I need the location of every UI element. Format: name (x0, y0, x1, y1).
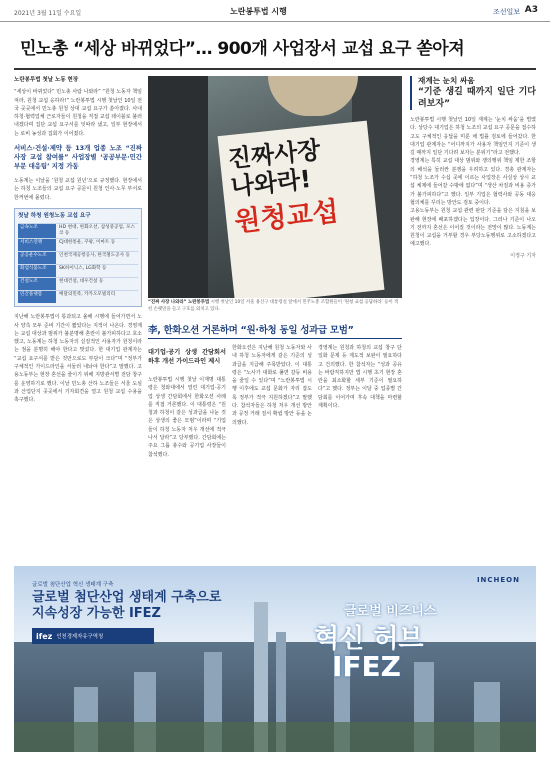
center-body-1: 노란봉투법 시행 첫날 이재명 대통령은 청와대에서 열린 대기업·공기업 상생 간담회에서 한화오션 사례를 직접 거론했다. 이 대통령은 “원청과 하청이 같은 성과급을 나눈 것은 상생의 좋은 모범”이라며 “기업들이 하청 노동자 처우 개선에 적극 나서 달라”고 당부했다. 간담회에는 주요 그룹 총수와 공기업 사장들이 참석했다. (148, 377, 226, 458)
left-column (14, 76, 142, 562)
caption-lead: “진짜 사장 나와라” 노란봉투법 (148, 300, 210, 305)
ad-tagline: 글로벌 첨단산업 혁신 생태계 구축 (32, 582, 114, 588)
protester-hat (268, 76, 358, 116)
photo-caption (148, 300, 402, 313)
byline: 이정구 기자 (510, 252, 536, 259)
ad-headline-1: 글로벌 첨단산업 생태계 구축으로 (32, 590, 222, 605)
row-value: CJ대한통운, 쿠팡, 이마트 등 (59, 240, 116, 246)
protest-photo (148, 76, 402, 298)
row-key: 민간플랫폼 (18, 291, 56, 303)
masthead (0, 0, 550, 22)
row-value: 인천국제공항공사, 한국철도공사 등 (59, 253, 130, 259)
row-key: 금속노조 (18, 224, 56, 238)
ifez-logo-icon: ifez (36, 631, 53, 641)
table-row (18, 290, 138, 303)
ad-agency: 인천경제자유구역청 (56, 634, 104, 640)
right-body-1: 노란봉투법 시행 첫날인 10일 재계는 ‘눈치 싸움’을 벌였다. 상당수 대기업은 하청 노조의 교섭 요구 공문을 접수하고도 구체적인 응답을 미룬 채 법률 검토에 들어갔다. 한 대기업 관계자는 “어디까지가 사용자 책임인지 기준이 생길 때까지 일단 기다려 보자는 분위기”라고 전했다. (410, 117, 536, 157)
paper-name: 조선일보 (492, 8, 520, 16)
right-body-2: 경영계는 특히 교섭 대상 범위와 쟁의행위 책임 제한 조항의 해석을 둘러싼 분쟁을 우려하고 있다. 경총 관계자는 “하청 노조가 수십 곳에 이르는 사업장은 사실상 상시 교섭 체제에 들어갈 수밖에 없다”며 “생산 차질과 비용 증가가 불가피하다”고 했다. 일부 기업은 협력사와 공동 대응 협의체를 꾸리는 방안도 검토 중이다. (410, 158, 536, 206)
right-kicker-quote: “기준 생길 때까지 일단 기다려보자” (418, 87, 536, 109)
protest-sign (218, 121, 385, 298)
main-headline: 민노총 “세상 바뀌었다”… 900개 사업장서 교섭 요구 쏟아져 (20, 39, 465, 59)
table-row (18, 238, 138, 251)
center-subhead: 李, 한화오션 거론하며 “원·하청 동일 성과급 모범” (148, 325, 354, 336)
ad-logo (32, 628, 154, 644)
ifez-advertisement[interactable] (14, 566, 536, 752)
row-value: 배달의민족, 카카오모빌리티 (59, 292, 116, 298)
sign-line-1: 진짜사장 (226, 135, 322, 174)
left-body-3: 지난해 노란봉투법이 통과되고 올해 시행에 들어가면서 노사 양측 모두 준비 기간이 짧았다는 지적이 나온다. 경영계는 교섭 대상과 범위가 불분명해 혼란이 불가피하다고 호소했고, 노동계는 하청 노동자의 실질적인 사용자가 원청이라는 점을 분명히 해야 한다고 맞섰다. 한 대기업 관계자는 “교섭 요구서를 받은 것만으로도 부담이 크다”며 “정부가 구체적인 가이드라인을 서둘러 내놔야 한다”고 말했다. 고용노동부는 현장 혼선을 줄이기 위해 지방관서별 전담 창구를 운영하기로 했다. 이날 민노총 산하 노조들은 서울 도심과 산업단지 곳곳에서 기자회견을 열고 원청 교섭 수용을 촉구했다. (14, 314, 142, 404)
right-kicker: 재계는 눈치 싸움 (418, 76, 475, 85)
center-rule (148, 338, 402, 339)
center-deck: 대기업·공기 상생 간담회서 하후 개선 가이드라인 제시 (148, 349, 226, 365)
headline-rule (14, 68, 536, 70)
row-value: SK하이닉스, LG화학 등 (59, 266, 107, 272)
sign-line-2: 나와라! (229, 164, 313, 202)
table-row (18, 223, 138, 238)
center-column-3 (318, 344, 402, 562)
left-body-2: 노동계는 이날을 ‘원청 교섭 원년’으로 규정했다. 현장에서는 하청 노조들의 교섭 요구 공문이 원청 인사·노무 부서로 한꺼번에 몰렸다. (14, 178, 142, 201)
ad-right-line-3: IFEZ (332, 650, 401, 683)
table-row (18, 264, 138, 277)
table-title: 첫날 하청 원청노동 교섭 요구 (18, 212, 91, 219)
left-lead: 서비스·건설·제약 등 13개 업종 노조 “진짜 사장 교섭 참여를” 사업장별 ‘공공부문·민간부문 대응팀’ 지정 가동 (14, 144, 142, 171)
right-column (410, 76, 536, 562)
left-body-1: “세상이 바뀌었다” 민노총 사람 나와라” “원청 노동자 책임져라, 원청 교섭 응하라!” 노란봉투법 시행 첫날인 10일 전국 곳곳에서 민노총 원청 상대 교섭 요구가 쏟아졌다. 사내하청·협력업체 근로자들이 원청을 직접 교섭 테이블로 불러내겠다며 집단 교섭 요구서를 잇따라 냈고, 일부 현장에서는 로비 농성과 집회가 이어졌다. (14, 89, 142, 137)
caption-text: 시행 첫날인 10일 서울 용산구 대통령실 앞에서 민주노총 조합원들이 ‘원청 교섭 응답하라’ 등이 적힌 손팻말을 들고 구호를 외치고 있다. (148, 300, 399, 312)
row-value: HD 현대, 한화오션, 삼성중공업, 포스코 등 (59, 225, 135, 237)
page-number: A3 (524, 5, 538, 15)
right-kicker-box (410, 76, 536, 110)
issue-date: 2021년 3월 11일 수요일 (14, 10, 82, 17)
row-key: 서비스연맹 (18, 239, 56, 251)
center-column-1 (148, 344, 226, 562)
sign-line-3: 원청교섭 (233, 196, 341, 238)
row-key: 화섬식품노조 (18, 265, 56, 277)
ad-right-line-1: 글로벌 비즈니스 (344, 604, 437, 619)
section-title: 노란봉투법 시행 (230, 7, 287, 16)
row-key: 건설노조 (18, 278, 56, 290)
ad-park (14, 722, 536, 752)
union-demand-table (14, 208, 142, 307)
row-key: 공공운수노조 (18, 252, 56, 264)
center-body-2: 한화오션은 지난해 원청 노동자와 사내 하청 노동자에게 같은 기준의 성과급을 지급해 주목받았다. 이 대통령은 “노사가 대화로 풀면 갈등 비용을 줄일 수 있다”며 “노란봉투법 시행 이후에도 교섭 문화가 자리 잡도록 정부가 적극 지원하겠다”고 말했다. 참석자들은 하청 처우 개선 방안과 공정 거래 질서 확립 방안 등을 논의했다. (232, 345, 312, 426)
row-value: 현대건설, 대우건설 등 (59, 279, 104, 285)
ad-brand: INCHEON (476, 576, 520, 584)
right-body-3: 고용노동부는 원청 교섭 관련 판단 기준을 담은 지침을 보완해 현장에 배포하겠다는 입장이다. 그러나 기준이 나오기 전까지 혼선은 이어질 것이라는 전망이 많다. 노동계는 원청이 교섭을 거부할 경우 부당노동행위로 고소하겠다고 예고했다. (410, 208, 536, 248)
center-body-3: 경영계는 원청과 하청의 교섭 창구 단일화 문제 등 제도적 보완이 필요하다고 건의했다. 한 참석자는 “성과 공유는 바람직하지만 법 시행 초기 현장 혼란을 최소화할 세부 기준이 필요하다”고 했다. 정부는 이달 중 업종별 간담회를 이어가며 후속 대책을 마련할 계획이다. (318, 345, 402, 410)
table-row (18, 277, 138, 290)
left-subhead: 노란봉투법 첫날 노동 현장 (14, 77, 79, 83)
table-row (18, 251, 138, 264)
center-column-2 (232, 344, 312, 562)
ad-right-line-2: 혁신 허브 (314, 624, 424, 654)
crowd-left (148, 76, 208, 298)
ad-headline-2: 지속성장 가능한 IFEZ (32, 606, 161, 621)
